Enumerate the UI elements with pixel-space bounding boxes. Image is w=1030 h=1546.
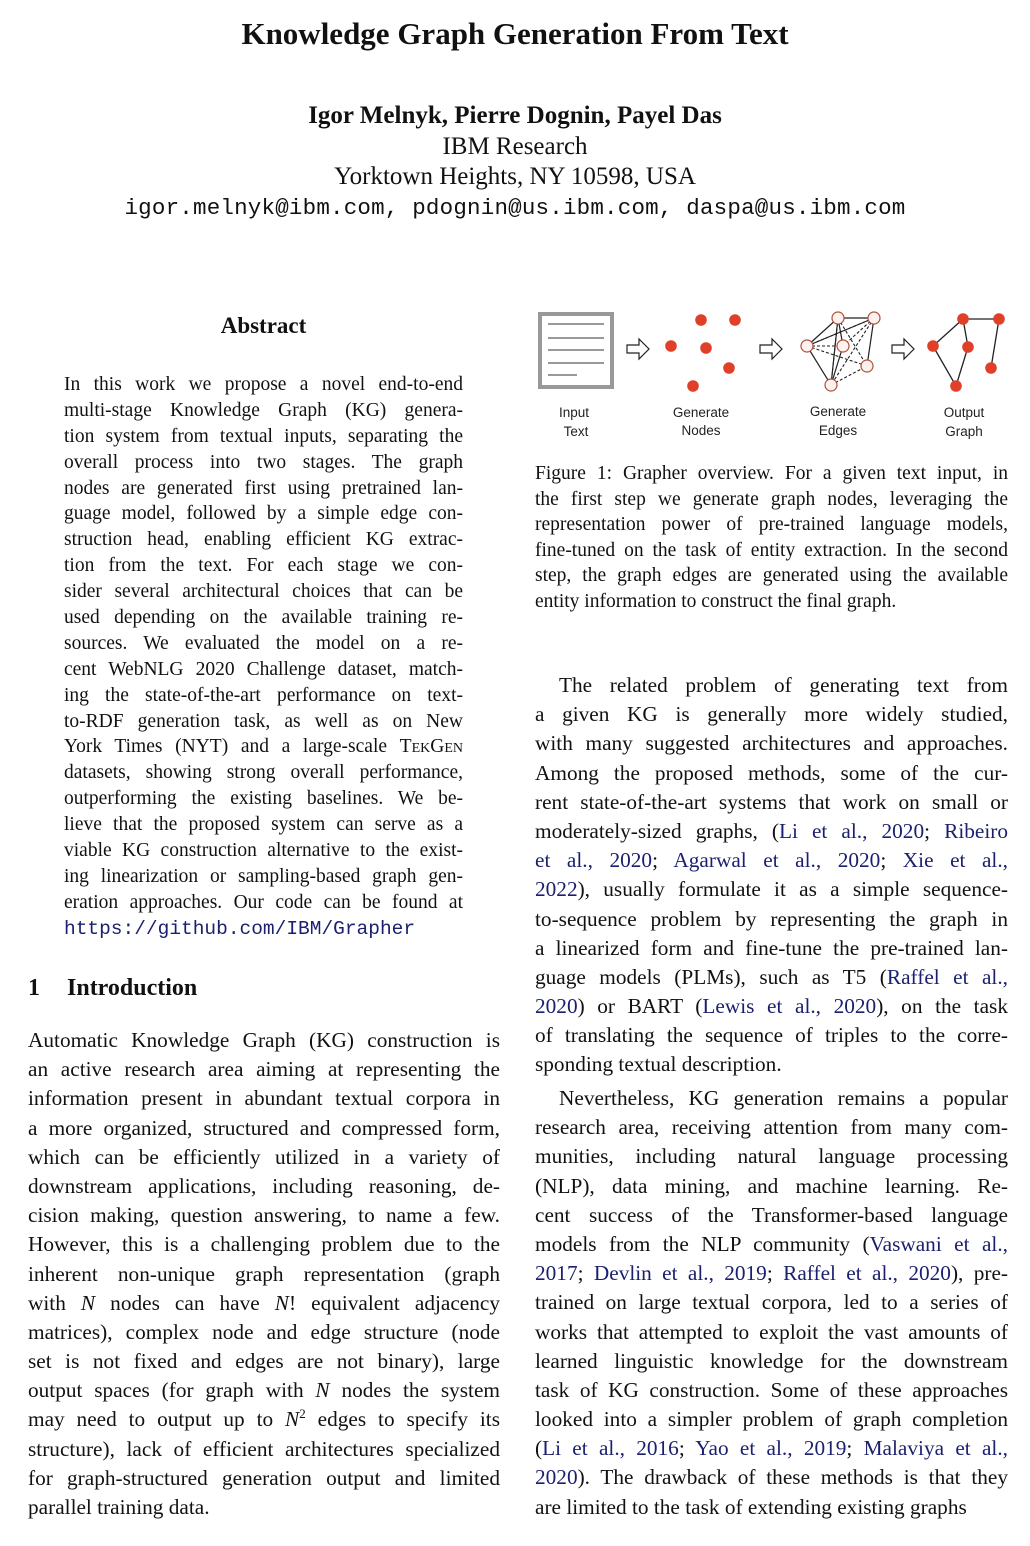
graph-node bbox=[665, 340, 677, 352]
body-line: looked into a simpler problem of graph completion bbox=[535, 1407, 1008, 1432]
candidate-node bbox=[832, 312, 844, 324]
intro-line: downstream applications, including reasoning, de- bbox=[28, 1173, 500, 1198]
candidate-edges-graph bbox=[801, 312, 880, 391]
body-line: (NLP), data mining, and machine learning. Re- bbox=[535, 1173, 1008, 1198]
graph-node bbox=[700, 342, 712, 354]
intro-line bbox=[28, 1376, 500, 1405]
text-run: ; bbox=[880, 848, 903, 873]
document-icon bbox=[540, 314, 612, 387]
output-node bbox=[957, 313, 969, 325]
stage-label: Input bbox=[558, 405, 590, 420]
citation-link[interactable]: 2022 bbox=[535, 877, 578, 902]
intro-line: However, this is a challenging problem due to the bbox=[28, 1232, 500, 1257]
body-line: The related problem of generating text from bbox=[559, 673, 1008, 697]
paragraph-kg-generation bbox=[535, 1084, 1008, 1522]
citation-link[interactable]: Yao et al., 2019 bbox=[695, 1436, 847, 1461]
intro-line: structure), lack of efficient architectures specialized bbox=[28, 1436, 500, 1461]
citation-link[interactable]: Xie et al., bbox=[902, 848, 1009, 873]
output-edge bbox=[933, 346, 956, 386]
intro-line: an active research area aiming at representing the bbox=[28, 1057, 500, 1082]
body-line: cent success of the Transformer-based language bbox=[535, 1202, 1008, 1227]
text-run: output spaces (for graph with bbox=[28, 1378, 316, 1403]
candidate-edge bbox=[867, 318, 874, 366]
paragraph-related-problem bbox=[535, 671, 1008, 1080]
caption-line: representation power of pre-trained language models, bbox=[535, 514, 1008, 536]
math-symbol: N bbox=[80, 1290, 96, 1315]
abstract-line: overall process into two stages. The graph bbox=[64, 451, 463, 473]
body-line: sponding textual description. bbox=[535, 1052, 782, 1077]
abstract-line: sider several architectural choices that can be bbox=[64, 581, 463, 603]
text-run: ; bbox=[846, 1436, 864, 1461]
intro-line: inherent non-unique graph representation (graph bbox=[28, 1261, 500, 1286]
text-run: ( bbox=[535, 1436, 543, 1461]
text-run: ; bbox=[678, 1436, 696, 1461]
abstract-line: struction head, enabling efficient KG extrac- bbox=[64, 529, 463, 551]
output-node bbox=[927, 340, 939, 352]
abstract-line: ing linearization or sampling-based graph gen- bbox=[64, 865, 463, 887]
body-line: to-sequence problem by representing the graph in bbox=[535, 906, 1008, 931]
section-title: Introduction bbox=[67, 975, 198, 1001]
abstract-line: outperforming the existing baselines. We be- bbox=[64, 788, 463, 810]
candidate-edge-dashed bbox=[807, 346, 867, 366]
citation-link[interactable]: Vaswani et al., bbox=[869, 1231, 1008, 1256]
abstract-line: tion system from textual inputs, separating the bbox=[64, 425, 463, 447]
text-run: models from the NLP community ( bbox=[535, 1231, 870, 1256]
citation-link[interactable]: 2017 bbox=[535, 1261, 578, 1286]
math-symbol: N bbox=[285, 1407, 300, 1432]
affiliation-location: Yorktown Heights, NY 10598, USA bbox=[334, 163, 696, 190]
intro-line: Automatic Knowledge Graph (KG) construction is bbox=[28, 1028, 500, 1052]
intro-line: parallel training data. bbox=[28, 1495, 210, 1519]
text-run: ; bbox=[766, 1261, 784, 1286]
candidate-node bbox=[837, 340, 849, 352]
abstract-heading: Abstract bbox=[220, 313, 307, 338]
body-line: of translating the sequence of triples to the corre- bbox=[535, 1023, 1008, 1048]
graph-node bbox=[729, 314, 741, 326]
abstract-line: to-RDF generation task, as well as on New bbox=[64, 710, 463, 732]
output-edge bbox=[991, 319, 999, 368]
dataset-name-tekgen: TekGen bbox=[399, 736, 463, 758]
text-run: with bbox=[28, 1290, 81, 1315]
body-line: munities, including natural language processing bbox=[535, 1144, 1008, 1169]
body-line bbox=[535, 1434, 1008, 1463]
text-run: ! equivalent adjacency bbox=[288, 1290, 500, 1315]
stage-label: Generate bbox=[672, 405, 730, 420]
candidate-node bbox=[825, 379, 837, 391]
text-run: ), pre- bbox=[950, 1261, 1008, 1286]
generated-nodes bbox=[665, 314, 741, 392]
body-line bbox=[535, 1230, 1008, 1259]
author-list: Igor Melnyk, Pierre Dognin, Payel Das bbox=[308, 102, 722, 129]
body-line bbox=[535, 817, 1008, 846]
stage-label: Graph bbox=[945, 424, 983, 439]
arrow-right-icon bbox=[627, 339, 649, 359]
body-line: Nevertheless, KG generation remains a popular bbox=[559, 1086, 1008, 1110]
stage-label: Edges bbox=[818, 423, 858, 438]
intro-line: information present in abundant textual corpora in bbox=[28, 1086, 500, 1111]
abstract-line bbox=[64, 916, 463, 942]
text-run: may need to output up to bbox=[28, 1407, 286, 1432]
text-run: ) or BART ( bbox=[577, 994, 703, 1019]
math-exponent: 2 bbox=[299, 1406, 306, 1422]
code-repository-link[interactable]: https://github.com/IBM/Grapher bbox=[64, 917, 416, 940]
caption-line: step, the graph edges are generated using the available bbox=[535, 565, 1008, 587]
graph-node bbox=[695, 314, 707, 326]
abstract-line-text: York Times (NYT) and a large-scale bbox=[64, 736, 388, 758]
intro-line: a more organized, structured and compressed form, bbox=[28, 1115, 500, 1140]
body-line: are limited to the task of extending existing graphs bbox=[535, 1494, 967, 1519]
introduction-body bbox=[28, 1026, 500, 1522]
citation-link[interactable]: et al., 2020 bbox=[535, 848, 653, 873]
figure-grapher-overview bbox=[532, 305, 1030, 445]
body-line bbox=[535, 1259, 1008, 1288]
text-run: ; bbox=[924, 818, 945, 843]
text-run: ). The drawback of these methods is that they bbox=[577, 1465, 1008, 1490]
body-line: research area, receiving attention from many com- bbox=[535, 1115, 1008, 1140]
body-line: learned linguistic knowledge for the downstream bbox=[535, 1348, 1008, 1373]
output-edge bbox=[956, 347, 968, 386]
citation-link[interactable]: Devlin et al., 2019 bbox=[593, 1261, 767, 1286]
output-node bbox=[950, 380, 962, 392]
abstract-line: nodes are generated first using pretrained lan- bbox=[64, 477, 463, 499]
citation-link[interactable]: Lewis et al., 2020 bbox=[702, 994, 877, 1019]
abstract-line: used depending on the available training re- bbox=[64, 607, 463, 629]
body-line bbox=[535, 963, 1008, 992]
section-number: 1 bbox=[28, 975, 40, 1001]
citation-link[interactable]: Li et al., 2016 bbox=[542, 1436, 679, 1461]
abstract-line bbox=[64, 734, 463, 760]
text-run: nodes can have bbox=[95, 1290, 275, 1315]
graph-node bbox=[723, 362, 735, 374]
citation-link[interactable]: Ribeiro bbox=[944, 818, 1008, 843]
caption-line: fine-tuned on the task of entity extraction. In the second bbox=[535, 539, 1008, 561]
abstract-line: cent WebNLG 2020 Challenge dataset, match- bbox=[64, 658, 463, 680]
caption-line: the first step we generate graph nodes, leveraging the bbox=[535, 488, 1008, 510]
body-line bbox=[535, 1463, 1008, 1492]
body-line: trained on large textual corpora, led to a series of bbox=[535, 1290, 1008, 1315]
abstract-line: eration approaches. Our code can be found at bbox=[64, 891, 463, 913]
figure-caption bbox=[535, 461, 1008, 615]
paper-title: Knowledge Graph Generation From Text bbox=[241, 16, 789, 51]
abstract-line: multi-stage Knowledge Graph (KG) genera- bbox=[64, 399, 463, 421]
abstract-line: datasets, showing strong overall performance, bbox=[64, 762, 463, 784]
body-line bbox=[535, 992, 1008, 1021]
citation-link[interactable]: Agarwal et al., 2020 bbox=[673, 848, 881, 873]
intro-line: which can be efficiently utilized in a variety of bbox=[28, 1144, 500, 1169]
caption-line: Figure 1: Grapher overview. For a given text input, in bbox=[535, 463, 1008, 484]
abstract-line: viable KG construction alternative to the exist- bbox=[64, 840, 463, 862]
intro-line: cision making, question answering, to name a few. bbox=[28, 1203, 500, 1228]
author-emails: igor.melnyk@ibm.com, pdognin@us.ibm.com, daspa@us.ibm.com bbox=[124, 195, 906, 221]
body-line: rent state-of-the-art systems that work on small or bbox=[535, 789, 1008, 814]
body-line: works that attempted to exploit the vast amounts of bbox=[535, 1319, 1008, 1344]
body-line bbox=[535, 846, 1008, 875]
text-run: ), usually formulate it as a simple sequence- bbox=[577, 877, 1008, 902]
stage-label: Generate bbox=[809, 404, 867, 419]
body-line: task of KG construction. Some of these approaches bbox=[535, 1377, 1008, 1402]
citation-link[interactable]: Li et al., 2020 bbox=[778, 818, 925, 843]
text-run: ; bbox=[652, 848, 674, 873]
intro-line: set is not fixed and edges are not binary), large bbox=[28, 1349, 500, 1374]
abstract-body bbox=[64, 372, 463, 942]
abstract-line: tion from the text. For each stage we con- bbox=[64, 555, 463, 577]
text-run: guage models (PLMs), such as T5 ( bbox=[535, 964, 887, 989]
arrow-right-icon bbox=[892, 339, 914, 359]
candidate-node bbox=[801, 340, 813, 352]
text-run: moderately-sized graphs, ( bbox=[535, 818, 779, 843]
output-node bbox=[993, 313, 1005, 325]
text-run: ), on the task bbox=[876, 994, 1008, 1019]
output-edge bbox=[933, 319, 963, 346]
math-symbol: N bbox=[274, 1290, 289, 1315]
math-symbol: N bbox=[315, 1378, 330, 1403]
intro-line bbox=[28, 1405, 500, 1434]
text-run: ; bbox=[577, 1261, 594, 1286]
candidate-edge bbox=[807, 346, 831, 385]
caption-line: entity information to construct the final graph. bbox=[535, 590, 897, 612]
abstract-line: ing the state-of-the-art performance on text- bbox=[64, 684, 463, 706]
body-line: a given KG is generally more widely studied, bbox=[535, 702, 1008, 727]
intro-line bbox=[28, 1289, 500, 1318]
text-run: edges to specify its bbox=[305, 1407, 500, 1432]
citation-link[interactable]: Malaviya et al., bbox=[863, 1436, 1008, 1461]
stage-label: Output bbox=[943, 405, 985, 420]
section-heading-introduction bbox=[28, 972, 500, 1004]
text-run: nodes the system bbox=[329, 1378, 500, 1403]
output-node bbox=[985, 362, 997, 374]
output-node bbox=[962, 341, 974, 353]
affiliation: IBM Research bbox=[442, 133, 588, 160]
citation-link[interactable]: Raffel et al., 2020 bbox=[783, 1261, 951, 1286]
abstract-line: guage model, followed by a simple edge con- bbox=[64, 503, 463, 525]
abstract-line: sources. We evaluated the model on a re- bbox=[64, 632, 463, 654]
output-graph bbox=[927, 313, 1005, 392]
body-line bbox=[535, 875, 1008, 904]
citation-link[interactable]: 2020 bbox=[535, 994, 578, 1019]
intro-line: matrices), complex node and edge structure (node bbox=[28, 1319, 500, 1344]
body-line: a linearized form and fine-tune the pre-trained lan- bbox=[535, 935, 1008, 960]
body-line: Among the proposed methods, some of the cur- bbox=[535, 760, 1008, 785]
citation-link[interactable]: Raffel et al., bbox=[886, 964, 1008, 989]
intro-line: for graph-structured generation output and limited bbox=[28, 1465, 500, 1490]
abstract-line: In this work we propose a novel end-to-end bbox=[64, 374, 463, 395]
graph-node bbox=[687, 380, 699, 392]
stage-label: Nodes bbox=[681, 423, 721, 438]
candidate-node bbox=[861, 360, 873, 372]
arrow-right-icon bbox=[760, 339, 782, 359]
body-line: with many suggested architectures and approaches. bbox=[535, 731, 1008, 756]
abstract-line: lieve that the proposed system can serve as a bbox=[64, 814, 463, 836]
stage-label: Text bbox=[563, 424, 589, 439]
citation-link[interactable]: 2020 bbox=[535, 1465, 578, 1490]
candidate-node bbox=[868, 312, 880, 324]
